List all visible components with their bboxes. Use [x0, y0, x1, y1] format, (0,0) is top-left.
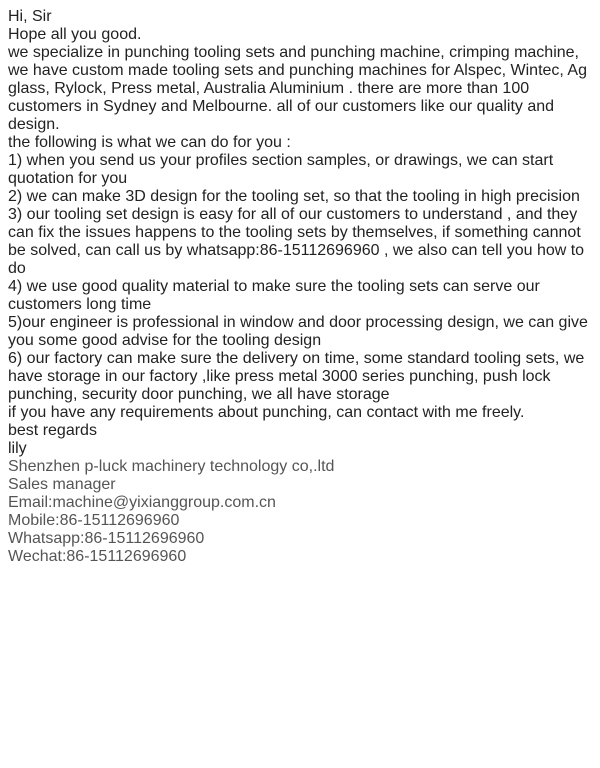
greeting: Hi, Sir: [8, 8, 52, 25]
point-2: 2) we can make 3D design for the tooling set, so that the tooling in high precision: [8, 188, 580, 205]
intro-paragraph: we specialize in punching tooling sets and punching machine, crimping machine, we have custom made tooling sets and punching machines for Alspec, Wintec, Ag glass, Rylock, Press metal, Australia Aluminium . there are more than 100 customers in Sydney and Melbourne. all of our customers like our quality and design.: [8, 44, 587, 133]
sender-name: lily: [8, 440, 27, 457]
signature-title: Sales manager: [8, 476, 116, 493]
point-1: 1) when you send us your profiles section samples, or drawings, we can start quotation for you: [8, 152, 554, 187]
signature-mobile: Mobile:86-15112696960: [8, 512, 180, 529]
opening-line: Hope all you good.: [8, 26, 142, 43]
signature-company: Shenzhen p-luck machinery technology co,.ltd: [8, 458, 335, 475]
closing-request: if you have any requirements about punching, can contact with me freely.: [8, 404, 525, 421]
point-5: 5)our engineer is professional in window and door processing design, we can give you some good advise for the tooling design: [8, 314, 588, 349]
sign-off: best regards: [8, 422, 97, 439]
signature-wechat: Wechat:86-15112696960: [8, 548, 187, 565]
signature-whatsapp: Whatsapp:86-15112696960: [8, 530, 205, 547]
point-4: 4) we use good quality material to make sure the tooling sets can serve our customers long time: [8, 278, 540, 313]
signature-block: [8, 458, 592, 566]
point-3: 3) our tooling set design is easy for all of our customers to understand , and they can fix the issues happens to the tooling sets by themselves, if something cannot be solved, can call us by whatsapp:86-15112696960 , we also can tell you how to do: [8, 206, 585, 277]
point-6: 6) our factory can make sure the delivery on time, some standard tooling sets, we have storage in our factory ,like press metal 3000 series punching, push lock punching, security door punching, we all have storage: [8, 350, 585, 403]
list-intro: the following is what we can do for you :: [8, 134, 291, 151]
signature-email: Email:machine@yixianggroup.com.cn: [8, 494, 276, 511]
